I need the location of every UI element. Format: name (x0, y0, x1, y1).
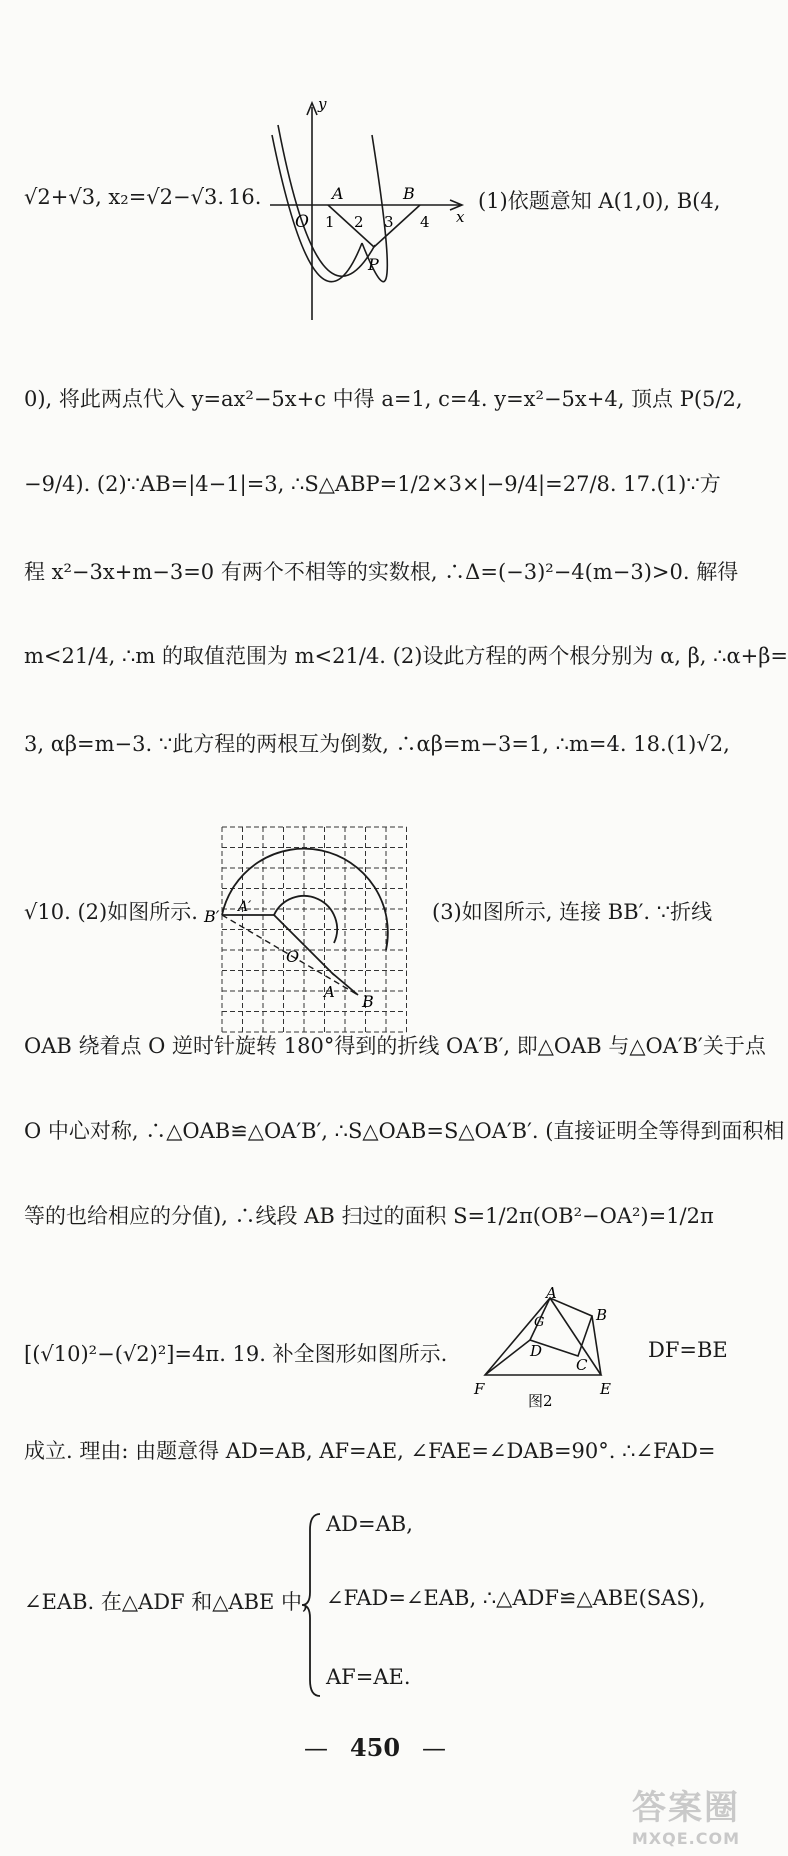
text-segment: (1)依题意知 A(1,0), B(4, (478, 189, 721, 213)
watermark-logo-text: 答案圈 (632, 1788, 740, 1828)
tick-2: 2 (354, 213, 364, 231)
text-segment: −9/4). (2)∵AB=|4−1|=3, ∴S△ABP=1/2×3×|−9/4|=27/8. 17.(1)∵方 (24, 472, 721, 496)
text-segment: m<21/4, ∴m 的取值范围为 m<21/4. (2)设此方程的两个根分别为 α, β, ∴α+β= (24, 644, 788, 668)
text-segment: √10. (2)如图所示. (24, 900, 198, 924)
text-segment: 程 x²−3x+m−3=0 有两个不相等的实数根, ∴Δ=(−3)²−4(m−3)>0. 解得 (24, 560, 739, 584)
y-axis-label: y (318, 95, 327, 113)
label-a: A (546, 1284, 557, 1302)
label-b: B (596, 1306, 608, 1324)
label-e: E (600, 1380, 611, 1398)
segment-df (485, 1340, 530, 1375)
text-segment: 0), 将此两点代入 y=ax²−5x+c 中得 a=1, c=4. y=x²−5x+4, 顶点 P(5/2, (24, 387, 743, 411)
text-segment: ∠EAB. 在△ADF 和△ABE 中, (24, 1590, 309, 1614)
text-segment: 16. (228, 185, 262, 209)
label-a-prime: A′ (238, 899, 252, 915)
text-segment: AF=AE. (326, 1665, 411, 1689)
tick-3: 3 (384, 213, 394, 231)
label-b-prime: B′ (204, 907, 220, 926)
text-segment: DF=BE (648, 1338, 728, 1362)
text-segment: (3)如图所示, 连接 BB′. ∵折线 (432, 900, 713, 924)
label-b: B (362, 992, 374, 1011)
text-segment: OAB 绕着点 O 逆时针旋转 180°得到的折线 OA′B′, 即△OAB 与△OA′B′关于点 (24, 1034, 766, 1058)
text-segment: 3, αβ=m−3. ∵此方程的两根互为倒数, ∴αβ=m−3=1, ∴m=4. 18.(1)√2, (24, 732, 730, 756)
label-o: O (286, 947, 300, 966)
page-number: — 450 — (303, 1733, 447, 1762)
label-a: A (324, 983, 335, 1001)
text-segment: 等的也给相应的分值), ∴线段 AB 扫过的面积 S=1/2π(OB²−OA²)=1/2π (24, 1204, 714, 1228)
point-b-label: B (403, 184, 415, 203)
parabola-a (278, 125, 375, 276)
tick-4: 4 (420, 213, 430, 231)
label-c: C (576, 1356, 588, 1374)
watermark (632, 1780, 740, 1848)
text-segment: √2+√3, x₂=√2−√3. (24, 185, 225, 209)
text-segment: [(√10)²−(√2)²]=4π. 19. 补全图形如图所示. (24, 1342, 448, 1366)
figure-caption: 图2 (528, 1392, 553, 1410)
x-axis-label: x (456, 208, 465, 226)
watermark-url: MXQE.COM (631, 1829, 740, 1848)
figure-19-triangles (470, 1284, 630, 1410)
figure-16-parabola (270, 95, 470, 325)
label-f: F (474, 1380, 485, 1398)
figure-18-grid-rotation (204, 825, 414, 1055)
label-d: D (530, 1342, 543, 1360)
parabola-left-branch (272, 135, 362, 282)
dashed-grid (222, 827, 407, 1032)
label-g: G (534, 1315, 545, 1330)
tick-1: 1 (325, 213, 335, 231)
system-brace (300, 1510, 326, 1700)
triangle-abp (328, 205, 420, 247)
text-segment: O 中心对称, ∴△OAB≌△OA′B′, ∴S△OAB=S△OA′B′. (直接证明全等得到面积相 (24, 1119, 785, 1143)
text-segment: 成立. 理由: 由题意得 AD=AB, AF=AE, ∠FAE=∠DAB=90°. ∴∠FAD= (24, 1439, 716, 1463)
segment-be (592, 1316, 601, 1375)
origin-label: O (295, 212, 309, 232)
text-segment: AD=AB, (326, 1512, 413, 1536)
text-segment: ∠FAD=∠EAB, ∴△ADF≌△ABE(SAS), (326, 1586, 706, 1610)
point-p-label: P (368, 255, 379, 274)
point-a-label: A (332, 184, 344, 203)
